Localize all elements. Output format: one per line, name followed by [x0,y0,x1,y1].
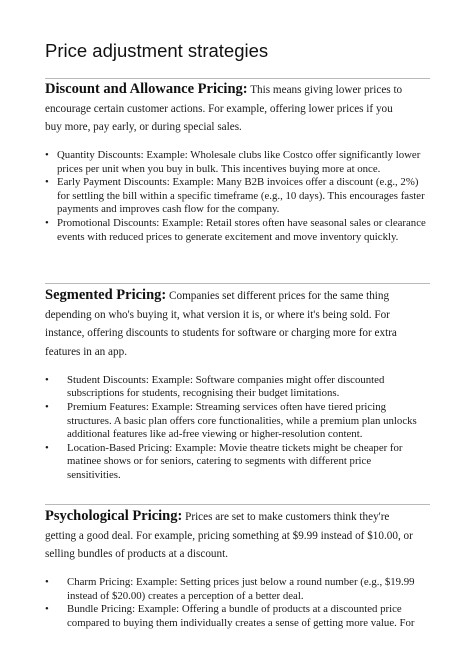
list-item-text: Early Payment Discounts: Example: Many B2B invoices offer a discount (e.g., 2%) for settling the bill within a specific timeframe (e.g., 10 days). This encourages faster payments and improves cash flow for the company. [57,176,425,216]
list-item-text: Promotional Discounts: Example: Retail stores often have seasonal sales or clearance events with reduced prices to generate excitement and move inventory quickly. [57,217,426,243]
bullet-icon: • [45,373,49,386]
bullet-icon: • [45,576,49,589]
section-intro [45,507,420,564]
bullet-icon: • [45,149,49,162]
list-item-text: Quantity Discounts: Example: Wholesale clubs like Costco offer significantly lower prices per unit when you buy in bulk. This incentives buying more at once. [57,149,421,175]
bullet-list [45,576,430,630]
bullet-icon: • [45,217,49,230]
section-discount-allowance [45,80,435,244]
list-item [45,217,430,244]
list-item-text: Charm Pricing: Example: Setting prices just below a round number (e.g., $19.99 instead of $20.00) creates a perception of a better deal. [67,576,415,602]
list-item [45,401,425,442]
list-item [45,176,430,217]
bullet-icon: • [45,441,49,454]
bullet-icon: • [45,603,49,616]
section-heading: Psychological Pricing: [45,508,183,524]
section-heading: Segmented Pricing: [45,287,167,303]
list-item [45,374,425,401]
list-item-text: Bundle Pricing: Example: Offering a bundle of products at a discounted price compared to buying them individually creates a sense of getting more value. For [67,603,415,629]
list-item [45,442,425,483]
section-segmented-pricing [45,286,435,483]
list-item [45,603,430,630]
list-item [45,576,430,603]
list-item-text: Premium Features: Example: Streaming services often have tiered pricing structures. A basic plan offers core functionalities, while a premium plan unlocks additional features like ad-free viewing or higher-resolution content. [67,401,417,441]
section-divider [45,283,430,284]
section-intro-text: This means giving lower prices to encourage certain customer actions. For example, offering lower prices if you buy more, pay early, or during special sales. [45,84,403,134]
section-divider [45,504,430,505]
bullet-icon: • [45,176,49,189]
bullet-list [45,374,425,483]
section-intro-text: Companies set different prices for the same thing depending on who's buying it, what version it is, or where it's being sold. For instance, offering discounts to students for software or charging more for extra features in an app. [45,290,397,359]
bullet-icon: • [45,401,49,413]
bullet-list [45,149,430,244]
page-title: Price adjustment strategies [45,40,269,61]
section-intro [45,80,410,137]
list-item-text: Location-Based Pricing: Example: Movie theatre tickets might be cheaper for matinee shows or for seniors, catering to segments with different price sensitivities. [67,441,403,481]
section-psychological-pricing [45,507,435,630]
section-divider [45,78,430,79]
section-intro [45,286,415,362]
list-item-text: Student Discounts: Example: Software companies might offer discounted subscriptions for students, recognising their budget limitations. [67,373,385,400]
section-heading: Discount and Allowance Pricing: [45,81,248,97]
list-item [45,149,430,176]
section-intro-text: Prices are set to make customers think they're getting a good deal. For example, pricing something at $9.99 instead of $10.00, or selling bundles of products at a discount. [45,511,413,561]
